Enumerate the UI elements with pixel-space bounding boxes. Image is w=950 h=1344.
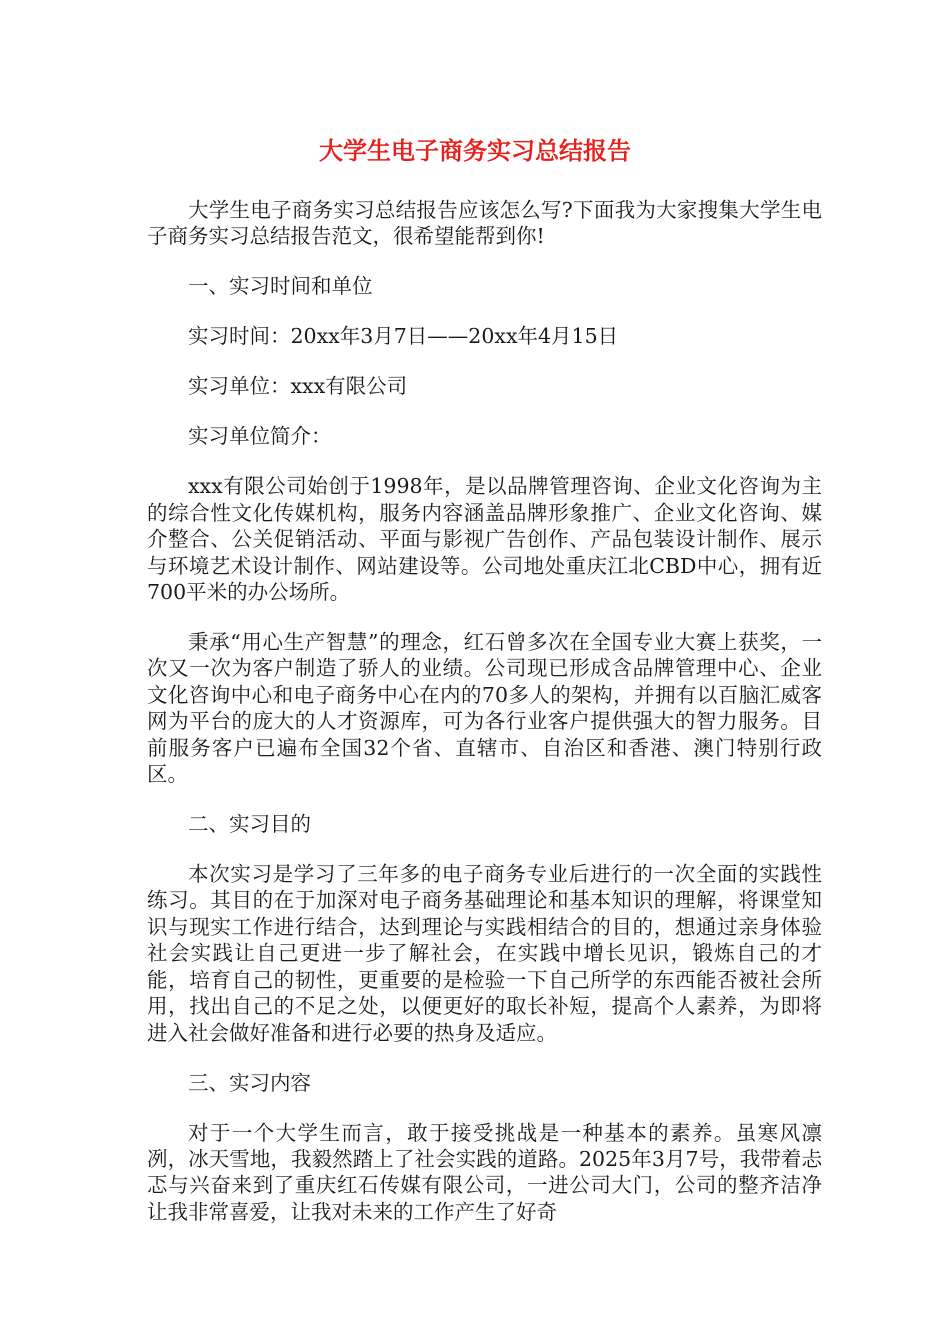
purpose-paragraph: 本次实习是学习了三年多的电子商务专业后进行的一次全面的实践性练习。其目的在于加深对电子商务基础理论和基本知识的理解，将课堂知识与现实工作进行结合，达到理论与实践相结合的目的，想通过亲身体验社会实践让自己更进一步了解社会，在实践中增长见识，锻炼自己的才能，培育自己的韧性，更重要的是检验一下自己所学的东西能否被社会所用，找出自己的不足之处，以便更好的取长补短，提高个人素养，为即将进入社会做好准备和进行必要的热身及适应。 — [147, 862, 822, 1045]
internship-time: 实习时间：20xx年3月7日——20xx年4月15日 — [188, 324, 619, 349]
company-paragraph: 秉承“用心生产智慧”的理念，红石曾多次在全国专业大赛上获奖，一次又一次为客户制造了骄人的业绩。公司现已形成含品牌管理中心、企业文化咨询中心和电子商务中心在内的70多人的架构，并拥有以百脑汇威客网为平台的庞大的人才资源库，可为各行业客户提供强大的智力服务。目前服务客户已遍布全国32个省、直辖市、自治区和香港、澳门特别行政区。 — [147, 630, 822, 787]
intro-paragraph: 大学生电子商务实习总结报告应该怎么写?下面我为大家搜集大学生电子商务实习总结报告范文，很希望能帮到你! — [147, 198, 822, 249]
unit-intro-label: 实习单位简介： — [188, 424, 332, 449]
internship-unit: 实习单位：xxx有限公司 — [188, 374, 408, 399]
document-title: 大学生电子商务实习总结报告 — [319, 137, 631, 165]
section-heading-2: 二、实习目的 — [188, 812, 311, 837]
document-body — [147, 197, 822, 1249]
section-heading-1: 一、实习时间和单位 — [188, 274, 373, 299]
unit-intro-paragraph: xxx有限公司始创于1998年，是以品牌管理咨询、企业文化咨询为主的综合性文化传媒机构，服务内容涵盖品牌形象推广、企业文化咨询、媒介整合、公关促销活动、平面与影视广告创作、产品包装设计制作、展示与环境艺术设计制作、网站建设等。公司地处重庆江北CBD中心，拥有近700平米的办公场所。 — [147, 474, 822, 605]
section-heading-3: 三、实习内容 — [188, 1070, 311, 1095]
content-paragraph: 对于一个大学生而言，敢于接受挑战是一种基本的素养。虽寒风凛冽，冰天雪地，我毅然踏上了社会实践的道路。2025年3月7号，我带着忐忑与兴奋来到了重庆红石传媒有限公司，一进公司大门，公司的整齐洁净让我非常喜爱，让我对未来的工作产生了好奇 — [147, 1120, 822, 1224]
